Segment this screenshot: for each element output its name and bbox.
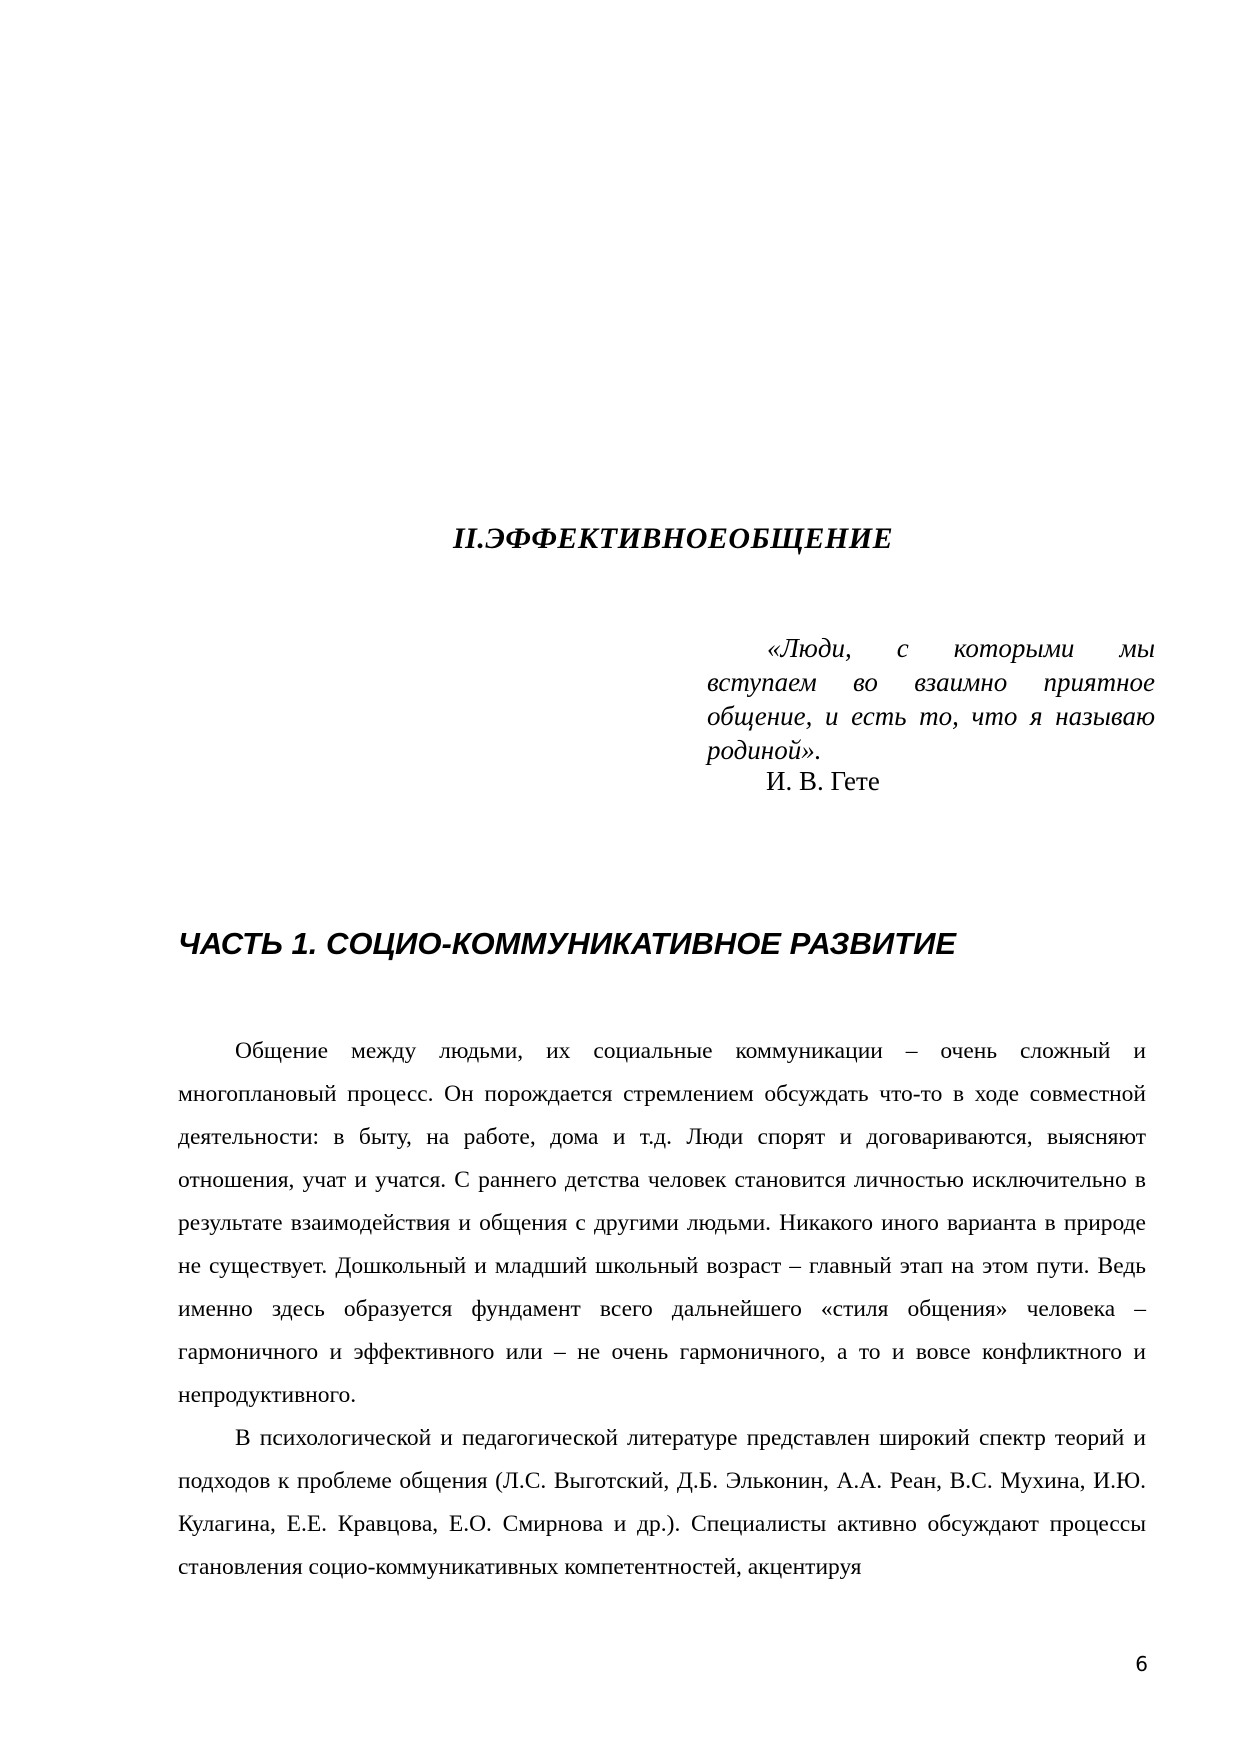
epigraph-quote: «Люди, с которыми мы вступаем во взаимно приятное общение, и есть то, что я называю родиной». [707,633,1155,765]
page-number: 6 [1135,1652,1148,1676]
section-title: II.ЭФФЕКТИВНОЕОБЩЕНИЕ [453,522,894,555]
paragraph: В психологической и педагогической литературе представлен широкий спектр теорий и подходов к проблеме общения (Л.С. Выготский, Д.Б. Эльконин, А.А. Реан, В.С. Мухина, И.Ю. Кулагина, Е.Е. Кравцова, Е.О. Смирнова и др.). Специалисты активно обсуждают процессы становления социо-коммуникативных компетентностей, акцентируя [178,1425,1146,1580]
epigraph-author: И. В. Гете [766,766,880,796]
paragraph: Общение между людьми, их социальные коммуникации – очень сложный и многоплановый процесс. Он порождается стремлением обсуждать что-то в ходе совместной деятельности: в быту, на работе, дома и т.д. Люди спорят и договариваются, выясняют отношения, учат и учатся. С раннего детства человек становится личностью исключительно в результате взаимодействия и общения с другими людьми. Никакого иного варианта в природе не существует. Дошкольный и младший школьный возраст – главный этап на этом пути. Ведь именно здесь образуется фундамент всего дальнейшего «стиля общения» человека – гармоничного и эффективного или – не очень гармоничного, а то и вовсе конфликтного и непродуктивного. [178,1038,1146,1408]
epigraph [707,631,1155,767]
body-text [178,1030,1146,1589]
part-heading: ЧАСТЬ 1. СОЦИО-КОММУНИКАТИВНОЕ РАЗВИТИЕ [178,926,957,961]
